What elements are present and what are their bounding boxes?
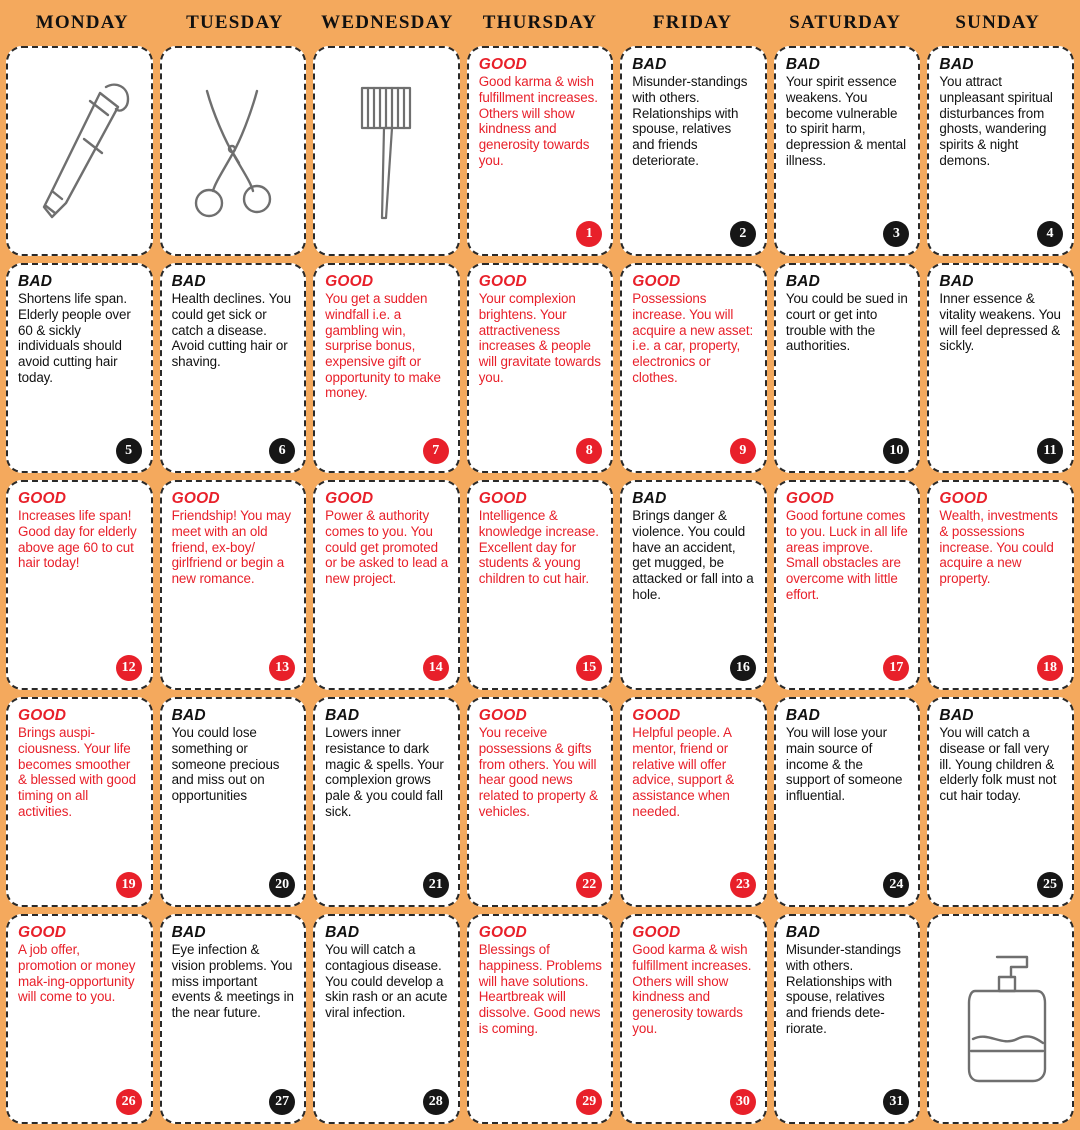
day-description: Brings danger & violence. You could have an accident, get mugged, be attacked or fall into a hole. [632,508,754,602]
calendar-day-cell[interactable] [467,697,614,907]
day-number-badge: 26 [116,1089,142,1115]
day-verdict-label: BAD [939,56,974,73]
weekday-thursday: THURSDAY [482,12,598,33]
day-verdict-label: GOOD [478,707,527,724]
day-verdict-label: GOOD [939,490,988,507]
day-verdict-label: GOOD [785,490,835,507]
day-verdict-label: BAD [632,490,667,507]
day-verdict-label: GOOD [18,707,67,724]
day-number-badge: 11 [1037,438,1063,464]
calendar-day-cell[interactable] [160,263,307,473]
day-description: Power & authority comes to you. You could get promoted or be asked to lead a new project. [325,508,449,586]
calendar-day-cell[interactable] [6,697,153,907]
day-description: Increases life span! Good day for elderly above age 60 to cut hair today! [18,508,137,571]
day-description: A job offer, promotion or money mak-ing-opportunity will come to you. [18,942,136,1005]
day-verdict-label: GOOD [478,490,527,507]
day-verdict-label: BAD [18,273,53,290]
day-verdict-label: BAD [939,273,974,290]
scissors-icon [173,79,293,229]
day-verdict-label: BAD [325,707,360,724]
calendar-day-cell[interactable] [774,480,921,690]
calendar-day-cell[interactable] [313,263,460,473]
day-number-badge: 13 [269,655,295,681]
day-description: Misunder-standings with others. Relationships with spouse, relatives and friends deteriorate. [632,74,748,168]
day-description: Good karma & wish fulfillment increases. Others will show kindness and generosity towards you. [632,942,752,1036]
day-description: Your spirit essence weakens. You become vulnerable to spirit harm, depression & mental illness. [785,74,907,168]
day-description: Lowers inner resistance to dark magic & spells. Your complexion grows pale & you could fall sick. [325,725,444,819]
day-verdict-label: GOOD [18,490,67,507]
day-number-badge: 6 [269,438,295,464]
day-verdict-label: GOOD [632,707,681,724]
day-verdict-label: GOOD [478,924,527,941]
calendar-day-cell[interactable] [313,697,460,907]
weekday-tuesday: TUESDAY [186,12,284,33]
day-verdict-label: BAD [325,924,360,941]
day-description: Brings auspi-ciousness. Your life becomes smoother & blessed with good timing on all activities. [18,725,136,819]
calendar-day-cell[interactable] [160,480,307,690]
day-verdict-label: BAD [171,707,206,724]
day-verdict-label: BAD [785,56,821,73]
day-number-badge: 4 [1037,221,1063,247]
shampoo-bottle-icon [941,947,1061,1097]
calendar-day-cell[interactable] [927,697,1074,907]
calendar-day-cell[interactable] [927,480,1074,690]
calendar-day-cell[interactable] [467,480,614,690]
day-verdict-label: BAD [632,56,667,73]
day-number-badge: 1 [576,221,602,247]
day-number-badge: 27 [269,1089,295,1115]
weekday-wednesday: WEDNESDAY [321,12,454,33]
day-number-badge: 20 [269,872,295,898]
shampoo-bottle-icon-cell [927,914,1074,1124]
comb-icon-cell [313,46,460,256]
day-number-badge: 30 [730,1089,756,1115]
day-description: Inner essence & vitality weakens. You will feel depressed & sickly. [939,291,1061,354]
day-description: Blessings of happiness. Problems will have solutions. Heartbreak will dissolve. Good news is coming. [478,942,602,1036]
day-number-badge: 31 [883,1089,909,1115]
day-number-badge: 29 [576,1089,602,1115]
day-number-badge: 24 [883,872,909,898]
calendar-day-cell[interactable] [620,46,767,256]
weekday-sunday: SUNDAY [955,12,1041,33]
day-description: You could be sued in court or get into trouble with the authorities. [785,291,908,354]
scissors-icon-cell [160,46,307,256]
day-description: Good fortune comes to you. Luck in all life areas improve. Small obstacles are overcome with little effort. [785,508,908,602]
calendar-day-cell[interactable] [927,263,1074,473]
day-verdict-label: GOOD [18,924,67,941]
weekday-monday: MONDAY [35,12,129,33]
calendar-day-cell[interactable] [774,46,921,256]
weekday-friday: FRIDAY [652,12,733,33]
day-description: You attract unpleasant spiritual disturbances from ghosts, wandering spirits & night demons. [939,74,1053,168]
calendar-day-cell[interactable] [620,480,767,690]
calendar-day-cell[interactable] [313,914,460,1124]
calendar-day-cell[interactable] [620,914,767,1124]
calendar-day-cell[interactable] [774,263,921,473]
day-number-badge: 18 [1037,655,1063,681]
day-verdict-label: BAD [785,707,821,724]
calendar-day-cell[interactable] [620,263,767,473]
day-description: Friendship! You may meet with an old friend, ex-boy/ girlfriend or begin a new romance. [171,508,291,586]
day-number-badge: 14 [423,655,449,681]
day-description: Your complexion brightens. Your attractiveness increases & people will gravitate towards you. [478,291,601,385]
calendar-day-cell[interactable] [160,697,307,907]
day-number-badge: 15 [576,655,602,681]
day-verdict-label: BAD [785,924,821,941]
day-description: Good karma & wish fulfillment increases. Others will show kindness and generosity towards you. [478,74,598,168]
day-verdict-label: BAD [171,924,206,941]
day-description: Intelligence & knowledge increase. Excellent day for students & young children to cut hair. [478,508,599,586]
day-number-badge: 28 [423,1089,449,1115]
day-description: Helpful people. A mentor, friend or relative will offer advice, support & assistance when needed. [632,725,735,819]
calendar-day-cell[interactable] [160,914,307,1124]
day-description: Misunder-standings with others. Relationships with spouse, relatives and friends dete-riorate. [785,942,901,1036]
day-description: You get a sudden windfall i.e. a gambling win, surprise bonus, expensive gift or opportunity to make money. [325,291,441,401]
calendar-grid [6,46,1074,1124]
calendar-day-cell[interactable] [6,263,153,473]
day-number-badge: 21 [423,872,449,898]
day-number-badge: 12 [116,655,142,681]
day-number-badge: 16 [730,655,756,681]
day-number-badge: 25 [1037,872,1063,898]
day-number-badge: 10 [883,438,909,464]
day-verdict-label: GOOD [325,490,374,507]
calendar-day-cell[interactable] [774,697,921,907]
day-description: Possessions increase. You will acquire a new asset: i.e. a car, property, electronics or clothes. [632,291,754,385]
calendar-day-cell[interactable] [620,697,767,907]
hair-straightener-icon [22,79,138,229]
calendar-day-cell[interactable] [467,46,614,256]
day-description: Eye infection & vision problems. You miss important events & meetings in the near future. [171,942,294,1020]
day-number-badge: 3 [883,221,909,247]
calendar-day-cell[interactable] [927,46,1074,256]
day-description: Shortens life span. Elderly people over 60 & sickly individuals should avoid cutting hair today. [18,291,131,385]
calendar-day-cell[interactable] [6,914,153,1124]
calendar-day-cell[interactable] [6,480,153,690]
day-verdict-label: GOOD [478,273,527,290]
day-verdict-label: GOOD [632,273,681,290]
day-verdict-label: GOOD [632,924,681,941]
day-number-badge: 7 [423,438,449,464]
hair-straightener-icon-cell [6,46,153,256]
day-verdict-label: BAD [785,273,821,290]
day-verdict-label: BAD [171,273,206,290]
day-description: Health declines. You could get sick or catch a disease. Avoid cutting hair or shaving. [171,291,291,369]
day-description: You will lose your main source of income & the support of someone influential. [785,725,903,803]
day-number-badge: 5 [116,438,142,464]
day-number-badge: 19 [116,872,142,898]
day-number-badge: 23 [730,872,756,898]
calendar-day-cell[interactable] [774,914,921,1124]
day-verdict-label: BAD [939,707,974,724]
day-description: You will catch a disease or fall very ill. Young children & elderly folk must not cut hair today. [939,725,1057,803]
day-number-badge: 22 [576,872,602,898]
calendar-day-cell[interactable] [467,914,614,1124]
calendar-day-cell[interactable] [467,263,614,473]
day-description: Wealth, investments & possessions increase. You could acquire a new property. [939,508,1058,586]
calendar-day-cell[interactable] [313,480,460,690]
day-verdict-label: GOOD [325,273,374,290]
weekday-header-row [6,0,1074,46]
day-verdict-label: GOOD [171,490,220,507]
day-number-badge: 17 [883,655,909,681]
weekday-saturday: SATURDAY [789,12,902,33]
day-description: You could lose something or someone precious and miss out on opportunities [171,725,280,803]
day-number-badge: 9 [730,438,756,464]
day-description: You receive possessions & gifts from others. You will hear good news related to property & vehicles. [478,725,598,819]
day-number-badge: 8 [576,438,602,464]
day-description: You will catch a contagious disease. You could develop a skin rash or an acute viral infection. [325,942,448,1020]
comb-icon [332,74,442,234]
day-number-badge: 2 [730,221,756,247]
day-verdict-label: GOOD [478,56,527,73]
